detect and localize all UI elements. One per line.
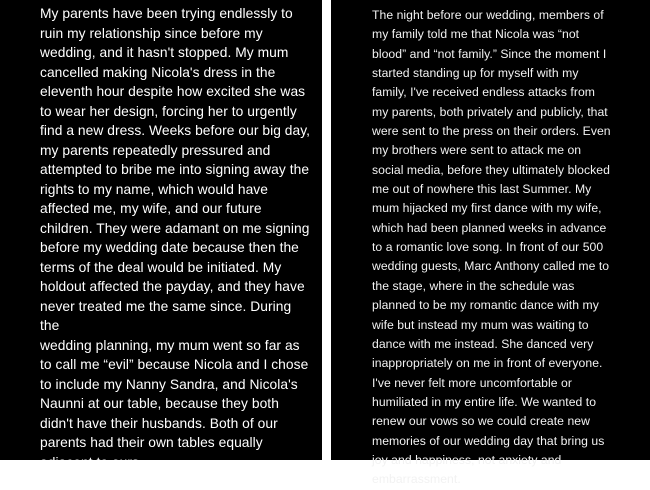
right-statement-text: The night before our wedding, members of my family told me that Nicola was “not blood” and “not family.” Since the moment I started standing up for myself with my family, I've received endless attacks from my parents, both privately and publicly, that were sent to the press on their orders. Even my brothers were sent to attack me on social media, before they ultimately blocked me out of nowhere this last Summer. My mum hijacked my first dance with my wife, which had been planned weeks in advance to a romantic love song. In front of our 500 wedding guests, Marc Anthony called me to the stage, where in the schedule was planned to be my romantic dance with my wife but instead my mum was waiting to dance with me instead. She danced very inappropriately on me in front of everyone. I've never felt more uncomfortable or humiliated in my entire life. We wanted to renew our vows so we could create new memories of our wedding day that bring us joy and happiness, not anxiety and embarrassment.	[372, 8, 611, 487]
left-screenshot-panel	[0, 0, 322, 470]
right-screenshot-panel	[331, 0, 650, 487]
left-statement-text: My parents have been trying endlessly to ruin my relationship since before my wedding, and it hasn't stopped. My mum cancelled making Nicola's dress in the eleventh hour despite how excited she was to wear her design, forcing her to urgently find a new dress. Weeks before our big day, my parents repeatedly pressured and attempted to bribe me into signing away the rights to my name, which would have affected me, my wife, and our future children. They were adamant on me signing before my wedding date because then the terms of the deal would be initiated. My holdout affected the payday, and they have never treated me the same since. During the wedding planning, my mum went so far as to call me “evil” because Nicola and I chose to include my Nanny Sandra, and Nicola's Naunni at our table, because they both didn't have their husbands. Both of our parents had their own tables equally adjacent to ours.	[40, 6, 311, 470]
